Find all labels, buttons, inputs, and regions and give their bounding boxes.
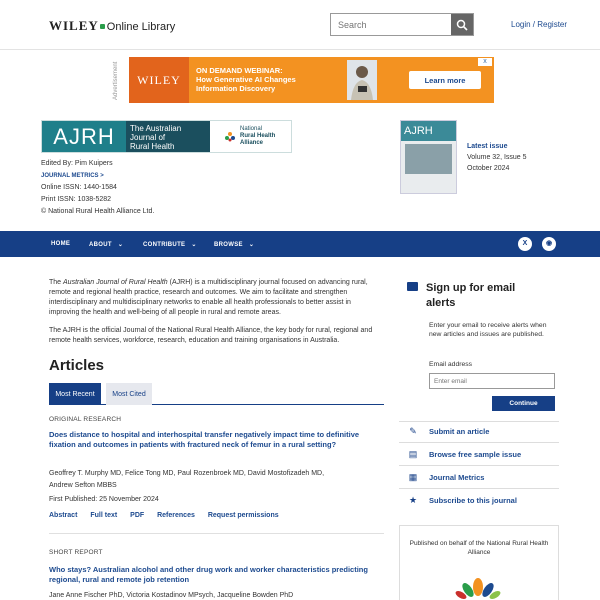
journal-metrics-sidebar-link[interactable]: ▦ Journal Metrics xyxy=(399,466,559,489)
tab-most-cited[interactable]: Most Cited xyxy=(106,383,152,405)
wiley-logo[interactable]: WILEY Online Library xyxy=(49,18,176,33)
chevron-down-icon: ⌄ xyxy=(117,242,124,248)
journal-banner xyxy=(41,120,292,153)
signup-heading: Sign up for email alerts xyxy=(426,282,516,309)
article-links xyxy=(49,512,290,519)
article-published-date: First Published: 25 November 2024 xyxy=(49,496,159,503)
nrha-logo-icon xyxy=(452,573,504,600)
nav-home[interactable]: HOME xyxy=(51,241,71,247)
print-issn: Print ISSN: 1038-5282 xyxy=(41,196,112,203)
article-title[interactable]: Who stays? Australian alcohol and other drug work and worker characteristics predicting regional, rural and remote job retention xyxy=(49,565,368,584)
journal-description: The Australian Journal of Rural Health (AJRH) is a multidisciplinary journal focused on advancing rural, remote and regional health practice, research and outcomes. We aim to facilitate and strengthen interdisciplinary and multidisciplinary networks to enable all health professionals to better assist in improving the health and well-being of all people in rural and remote areas. xyxy=(49,279,368,316)
email-label: Email address xyxy=(429,361,473,368)
online-issn: Online ISSN: 1440-1584 xyxy=(41,184,117,191)
article-authors: Jane Anne Fischer PhD, Victoria Kostadinov MPsych, Jacqueline Bowden PhD xyxy=(49,592,294,599)
edited-by: Edited By: Pim Kuipers xyxy=(41,160,113,167)
login-register-link[interactable]: Login / Register xyxy=(511,20,568,29)
main-nav xyxy=(0,231,600,257)
article-title[interactable]: Does distance to hospital and interhospital transfer negatively impact time to definitive fixation and outcomes in patients with fractured neck of femur in a rural setting? xyxy=(49,430,360,449)
abstract-link[interactable]: Abstract xyxy=(49,512,78,519)
tab-most-recent[interactable]: Most Recent xyxy=(49,383,101,405)
nrha-flower-icon xyxy=(224,131,236,143)
subscribe-link[interactable]: ★ Subscribe to this journal xyxy=(408,495,517,505)
search-button[interactable] xyxy=(451,14,473,35)
nav-browse[interactable]: BROWSE ⌄ xyxy=(214,242,255,248)
article-type: SHORT REPORT xyxy=(49,549,103,556)
browse-sample-issue-link[interactable]: ▤ Browse free sample issue xyxy=(399,443,559,466)
article-authors: Geoffrey T. Murphy MD, Felice Tong MD, Paul Rozenbroek MD, David Mostofizadeh MD, Andrew Sefton MBBS xyxy=(49,470,325,489)
submit-article-link[interactable]: ✎ Submit an article xyxy=(399,420,559,443)
pencil-icon: ✎ xyxy=(409,426,417,436)
full-text-link[interactable]: Full text xyxy=(90,512,118,519)
email-field[interactable] xyxy=(429,373,555,389)
journal-full-name: The Australian Journal of Rural Health xyxy=(126,121,210,152)
latest-issue-link[interactable]: Latest issue xyxy=(467,143,508,150)
latest-issue-cover[interactable]: AJRH xyxy=(400,120,457,194)
journal-meta xyxy=(41,158,154,218)
references-link[interactable]: References xyxy=(157,512,195,519)
ad-headline: ON DEMAND WEBINAR: How Generative AI Changes Information Discovery xyxy=(196,66,296,93)
rss-icon[interactable]: ◉ xyxy=(542,237,556,251)
mail-icon xyxy=(407,282,418,291)
articles-tabs xyxy=(49,383,384,405)
chevron-down-icon: ⌄ xyxy=(191,242,197,248)
ad-image xyxy=(347,60,377,100)
nrha-partner-logo: National Rural Health Alliance xyxy=(210,121,291,152)
search-icon xyxy=(456,19,468,31)
continue-button[interactable]: Continue xyxy=(492,396,555,411)
journal-abbrev: AJRH xyxy=(42,121,126,152)
ad-learn-more-button[interactable]: Learn more xyxy=(409,71,481,89)
search-box xyxy=(330,13,474,36)
chart-icon: ▦ xyxy=(408,472,418,482)
ad-label: Advertisement xyxy=(113,61,119,100)
pdf-link[interactable]: PDF xyxy=(130,512,145,519)
ad-brand: WILEY xyxy=(129,57,189,103)
logo-dot xyxy=(100,24,105,29)
document-icon: ▤ xyxy=(408,449,418,459)
journal-affiliation: The AJRH is the official Journal of the National Rural Health Alliance, the key body for rural, regional and remote health services, workforce, research, education and training organisations in Australia. xyxy=(49,327,373,344)
latest-date: October 2024 xyxy=(467,165,510,172)
latest-volume: Volume 32, Issue 5 xyxy=(467,154,527,161)
journal-metrics-link[interactable]: JOURNAL METRICS > xyxy=(41,173,104,179)
articles-heading: Articles xyxy=(49,357,105,374)
search-input[interactable] xyxy=(331,14,451,35)
signup-description: Enter your email to receive alerts when new articles and issues are published. xyxy=(429,322,547,338)
article-divider xyxy=(49,533,384,534)
latest-issue-info xyxy=(467,141,527,174)
ad-close-icon[interactable]: x xyxy=(478,58,492,66)
x-twitter-icon[interactable]: X xyxy=(518,237,532,251)
copyright: © National Rural Health Alliance Ltd. xyxy=(41,208,155,215)
person-illustration xyxy=(347,60,377,100)
cover-photo xyxy=(405,144,452,174)
star-icon: ★ xyxy=(408,495,418,505)
chevron-down-icon: ⌄ xyxy=(248,242,255,248)
published-on-behalf-text: Published on behalf of the National Rural Health Alliance xyxy=(409,540,549,556)
article-type: ORIGINAL RESEARCH xyxy=(49,416,122,423)
nav-about[interactable]: ABOUT ⌄ xyxy=(89,242,124,248)
nav-contribute[interactable]: CONTRIBUTE ⌄ xyxy=(143,242,197,248)
request-permissions-link[interactable]: Request permissions xyxy=(207,512,279,519)
